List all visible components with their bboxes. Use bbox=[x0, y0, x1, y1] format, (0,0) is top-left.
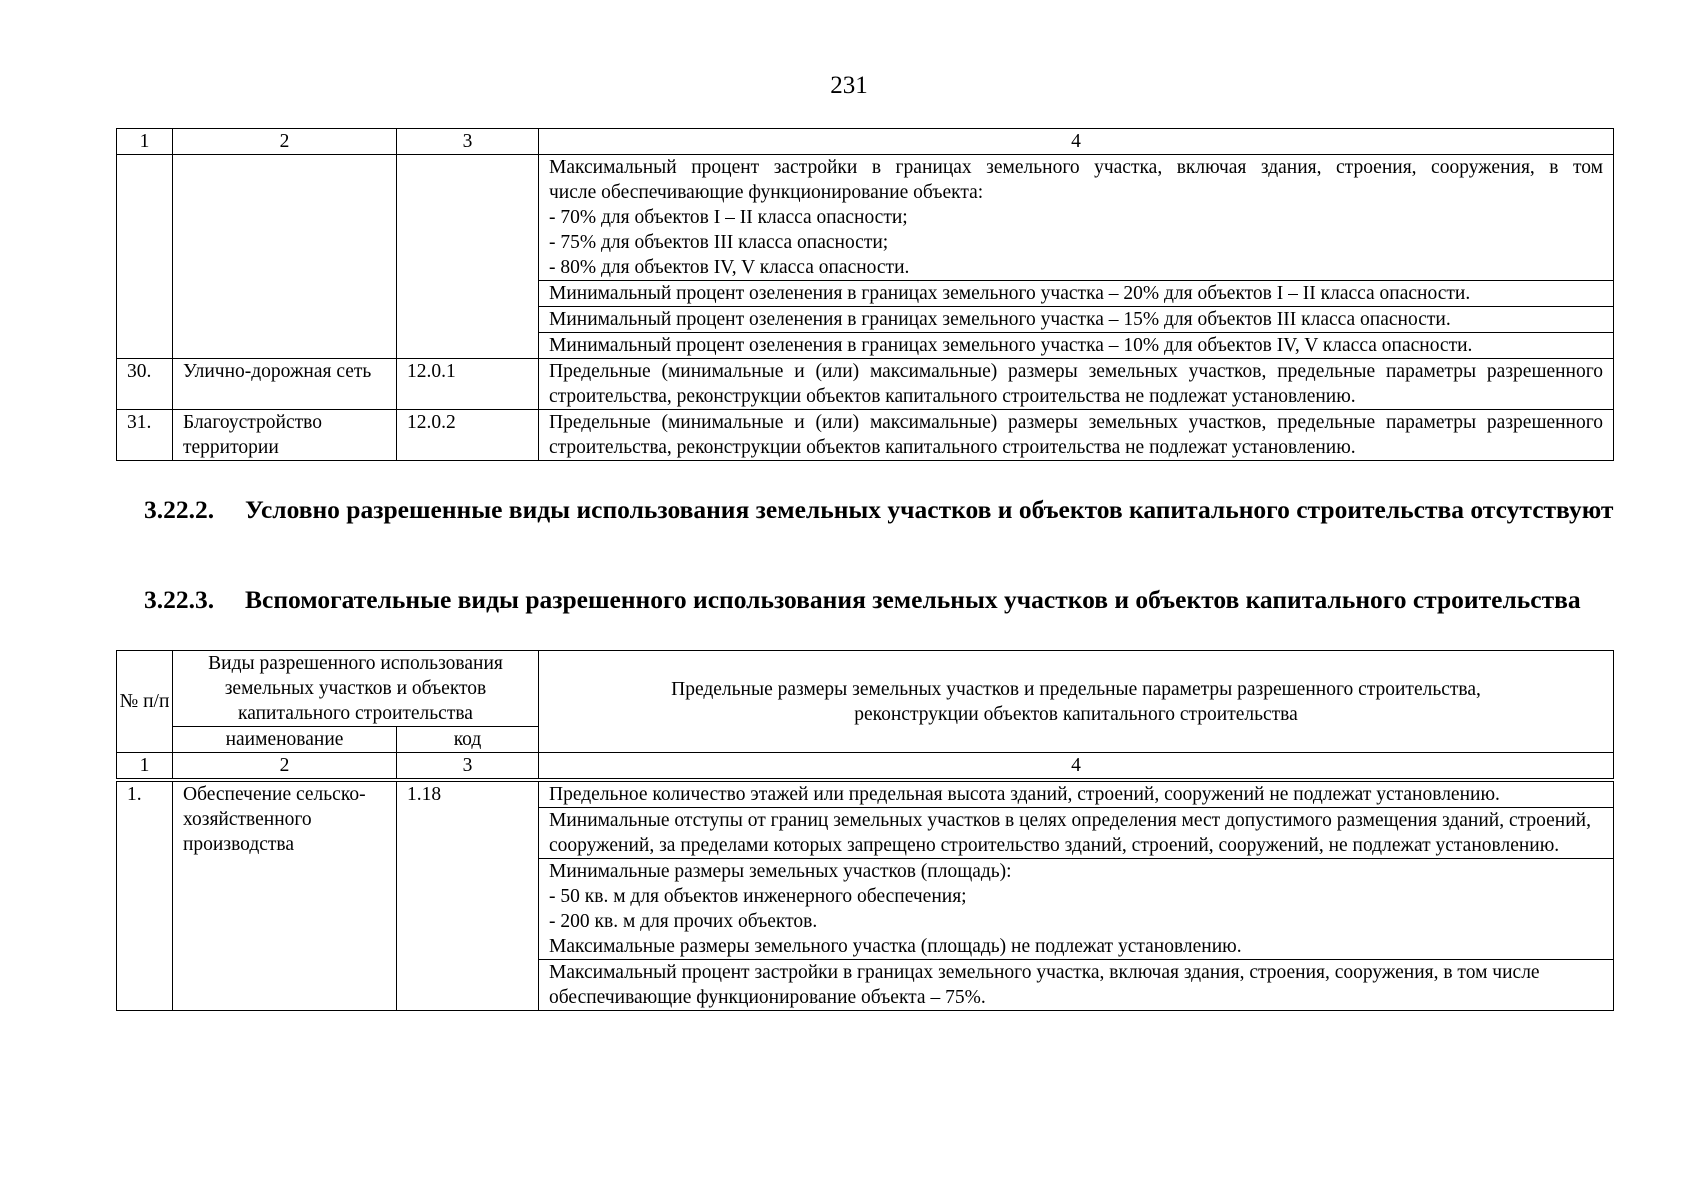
text-line: - 80% для объектов IV, V класса опасности. bbox=[549, 257, 910, 278]
section-number: 3.22.2. bbox=[144, 495, 215, 524]
table-row bbox=[117, 410, 1614, 461]
header-name: наименование bbox=[173, 727, 397, 753]
header-row bbox=[117, 651, 1614, 727]
text-line: Минимальный процент озеленения в границах земельного участка – 10% для объектов IV, V класса опасности. bbox=[549, 335, 1473, 356]
column-number: 1 bbox=[117, 753, 173, 781]
parameters-text: Предельные (минимальные и (или) максимальные) размеры земельных участков, предельные параметры разрешенного строительства, реконструкции объектов капитального строительства не подлежат установлению. bbox=[539, 359, 1614, 410]
text-line: - 70% для объектов I – II класса опасности; bbox=[549, 207, 908, 228]
parameter-segment bbox=[539, 858, 1613, 959]
header-parameters: Предельные размеры земельных участков и предельные параметры разрешенного строительства, реконструкции объектов капитального строительства bbox=[539, 651, 1614, 753]
column-number-row bbox=[117, 129, 1614, 155]
use-code: 12.0.1 bbox=[397, 359, 539, 410]
use-name: Улично-дорожная сеть bbox=[173, 359, 397, 410]
use-name: Обеспечение сельско-хозяйственного производства bbox=[173, 780, 397, 1011]
parameters-text: Предельные (минимальные и (или) максимальные) размеры земельных участков, предельные параметры разрешенного строительства, реконструкции объектов капитального строительства не подлежат установлению. bbox=[539, 410, 1614, 461]
parameters-cell bbox=[539, 155, 1614, 359]
text-line: числе обеспечивающие функционирование объекта: bbox=[549, 182, 984, 203]
header-use-types: Виды разрешенного использования земельных участков и объектов капитального строительства bbox=[173, 651, 539, 727]
table-row bbox=[117, 780, 1614, 1011]
row-number-cell bbox=[117, 155, 173, 359]
column-number: 4 bbox=[539, 129, 1614, 155]
use-name-cell bbox=[173, 155, 397, 359]
use-code: 12.0.2 bbox=[397, 410, 539, 461]
table-row bbox=[117, 359, 1614, 410]
column-number: 3 bbox=[397, 753, 539, 781]
row-number: 31. bbox=[117, 410, 173, 461]
section-title: Условно разрешенные виды использования земельных участков и объектов капитального строительства отсутствуют bbox=[245, 495, 1614, 524]
column-number: 3 bbox=[397, 129, 539, 155]
parameters-cell bbox=[539, 780, 1614, 1011]
use-code-cell bbox=[397, 155, 539, 359]
section-heading bbox=[144, 584, 1614, 616]
text-line: - 75% для объектов III класса опасности; bbox=[549, 232, 889, 253]
column-number: 1 bbox=[117, 129, 173, 155]
header-number: № п/п bbox=[117, 651, 173, 753]
table-row bbox=[117, 155, 1614, 359]
parameter-segment bbox=[539, 280, 1613, 306]
column-number-row bbox=[117, 753, 1614, 781]
parameter-segment bbox=[539, 332, 1613, 358]
text-line: - 50 кв. м для объектов инженерного обеспечения; bbox=[549, 886, 967, 907]
text-line: Максимальный процент застройки в границах земельного участка, включая здания, строения, сооружения, в том bbox=[549, 157, 1603, 178]
text-line: - 200 кв. м для прочих объектов. bbox=[549, 911, 818, 932]
section-number: 3.22.3. bbox=[144, 585, 215, 614]
use-code: 1.18 bbox=[397, 780, 539, 1011]
permitted-uses-table-continued bbox=[116, 128, 1614, 461]
page-number: 231 bbox=[830, 72, 868, 99]
parameter-segment bbox=[539, 155, 1613, 280]
text-line: Минимальные размеры земельных участков (площадь): bbox=[549, 861, 1012, 882]
use-name: Благоустройство территории bbox=[173, 410, 397, 461]
column-number: 2 bbox=[173, 129, 397, 155]
parameter-segment: Максимальный процент застройки в границах земельного участка, включая здания, строения, сооружения, в том числе обеспечивающие функционирование объекта – 75%. bbox=[539, 959, 1613, 1010]
text-line: Максимальные размеры земельного участка (площадь) не подлежат установлению. bbox=[549, 936, 1242, 957]
section-title: Вспомогательные виды разрешенного использования земельных участков и объектов капитального строительства bbox=[245, 585, 1581, 614]
parameter-segment: Предельное количество этажей или предельная высота зданий, строений, сооружений не подлежат установлению. bbox=[549, 784, 1500, 805]
section-heading bbox=[144, 494, 1614, 526]
parameter-segment: Минимальные отступы от границ земельных участков в целях определения мест допустимого размещения зданий, строений, сооружений, за пределами которых запрещено строительство зданий, строений, сооружений, не подлежат установлению. bbox=[539, 807, 1613, 858]
parameter-segment bbox=[539, 306, 1613, 332]
row-number: 1. bbox=[117, 780, 173, 1011]
text-line: Минимальный процент озеленения в границах земельного участка – 15% для объектов III класса опасности. bbox=[549, 309, 1451, 330]
row-number: 30. bbox=[117, 359, 173, 410]
header-code: код bbox=[397, 727, 539, 753]
text-line: Минимальный процент озеленения в границах земельного участка – 20% для объектов I – II класса опасности. bbox=[549, 283, 1471, 304]
column-number: 2 bbox=[173, 753, 397, 781]
column-number: 4 bbox=[539, 753, 1614, 781]
auxiliary-uses-table bbox=[116, 650, 1614, 1011]
